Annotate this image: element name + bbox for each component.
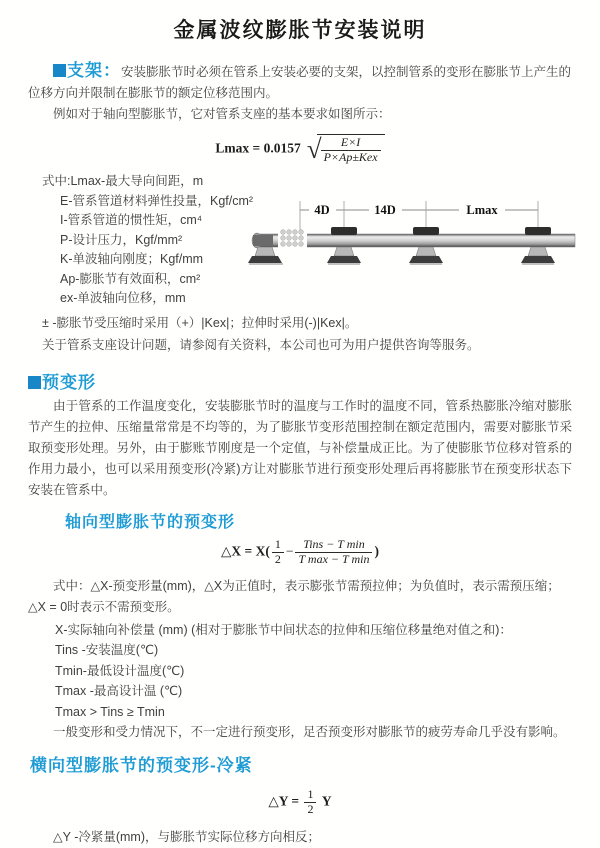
document-page — [0, 14, 600, 844]
half-fraction — [304, 788, 316, 817]
lmax-denominator: P×Ap±Kex — [323, 150, 378, 164]
fraction-denominator: 2 — [274, 551, 281, 566]
lmax-radicand — [317, 134, 385, 165]
definition-line: Tmax > Tins ≥ Tmin — [55, 704, 165, 719]
variable-line: ex-单波轴向位移，mm — [60, 291, 186, 305]
fraction-denominator: T max − T min — [298, 551, 370, 566]
lateral-subsection-header: 横向型膨胀节的预变形-冷紧 — [30, 756, 253, 776]
variable-line: K-单波轴向刚度；Kgf/mm — [60, 252, 204, 266]
variable-line: I-管系管道的惯性矩，cm⁴ — [60, 213, 203, 227]
pipe-support-diagram — [247, 190, 592, 290]
definition-line: X-实际轴向补偿量 (mm) (相对于膨胀节中间状态的拉伸和压缩位移量绝对值之和)： — [55, 622, 512, 637]
dimension-label-14d: 14D — [374, 203, 396, 217]
axial-formula — [0, 538, 600, 567]
dimension-label-4d: 4D — [314, 203, 330, 217]
predeform-section-title: 预变形 — [42, 373, 96, 392]
minus-sign: − — [285, 543, 294, 559]
support-intro-text: 安装膨胀节时必须在管系上安装必要的支架，以控制管系的变形在膨胀节上产生的位移方向并限制在膨胀节的额定位移范围内。 — [28, 65, 572, 100]
variable-line: P-设计压力，Kgf/mm² — [60, 232, 183, 247]
lateral-formula-lhs: △Y = — [268, 793, 300, 809]
section-marker-icon — [53, 64, 66, 77]
support-example-text: 例如对于轴向型膨胀节，它对管系支座的基本要求如图所示： — [53, 107, 391, 121]
predeform-paragraph: 由于管系的工作温度变化，安装膨胀节时的温度与工作时的温度不同，管系热膨胀冷缩对膨胀节产生的拉伸、压缩量常常是不均等的，为了膨胀节变形范围控制在额定范围内，需要对膨胀节采取预变形处理。另外，由于膨账节刚度是一个定值，与补偿量成正比。为了使膨胀节位移对管系的作用力最小，也可以采用预变形(冷紧)方让对膨胀节进行预变形处理后再将膨胀节在预变形状态下安装在管系中。 — [28, 399, 572, 497]
lmax-numerator: E×I — [321, 136, 381, 151]
sqrt-radical-icon: √ — [306, 134, 322, 164]
lateral-formula — [0, 788, 600, 817]
section-marker-icon — [28, 376, 41, 389]
definition-line: Tmax -最高设计温 (℃) — [55, 684, 183, 699]
axial-definitions — [0, 620, 600, 723]
axial-note: 一般变形和受力情况下，不一定进行预变形，足否预变形对膨胀节的疲劳寿命几乎没有影响。 — [53, 725, 566, 740]
variable-line: 式中:Lmax-最大导向间距，m — [42, 174, 204, 188]
support-intro-paragraph — [28, 60, 572, 104]
fraction-numerator: 1 — [304, 788, 316, 803]
variables-and-diagram — [0, 172, 600, 312]
half-fraction — [272, 538, 284, 567]
lmax-formula — [0, 134, 600, 165]
lateral-formula-explain: △Y -冷紧量(mm)，与膨胀节实际位移方向相反； — [53, 829, 321, 844]
consult-note: 关于管系支座设计问题，请参阅有关资料，本公司也可为用户提供咨询等服务。 — [42, 338, 480, 352]
fraction-denominator: 2 — [307, 801, 314, 816]
dimension-label-lmax: Lmax — [466, 203, 498, 217]
temperature-fraction — [295, 538, 372, 567]
variable-line: E-管系管道材料弹性投量，Kgf/cm² — [60, 193, 254, 208]
predeform-section-header — [28, 368, 600, 393]
plusminus-note: ± -膨胀节受压缩时采用（+）|Kex|；拉伸时采用(-)|Kex|。 — [42, 316, 358, 330]
support-section-header — [53, 61, 121, 80]
definition-line: Tmin-最低设计温度(℃) — [55, 663, 185, 678]
lmax-formula-lhs: Lmax = 0.0157 — [215, 140, 301, 156]
axial-formula-lhs: △X = X( — [221, 543, 270, 559]
page-title: 金属波纹膨胀节安装说明 — [173, 19, 427, 42]
axial-formula-explain: 式中：△X-预变形量(mm)，△X为正值时，表示膨张节需预拉伸；为负值时，表示需预压缩；△X = 0时表示不需预变形。 — [28, 578, 560, 614]
fraction-numerator: 1 — [272, 538, 284, 553]
lateral-formula-rhs: Y — [321, 793, 332, 809]
fraction-numerator: Tins − T min — [295, 538, 372, 553]
axial-subsection-header: 轴向型膨胀节的预变形 — [65, 514, 236, 531]
variable-line: Ap-膨胀节有效面积，cm² — [60, 271, 201, 286]
close-paren: ) — [374, 543, 379, 559]
support-section-title: 支架： — [67, 61, 121, 80]
definition-line: Tins -安装温度(℃) — [55, 643, 159, 658]
